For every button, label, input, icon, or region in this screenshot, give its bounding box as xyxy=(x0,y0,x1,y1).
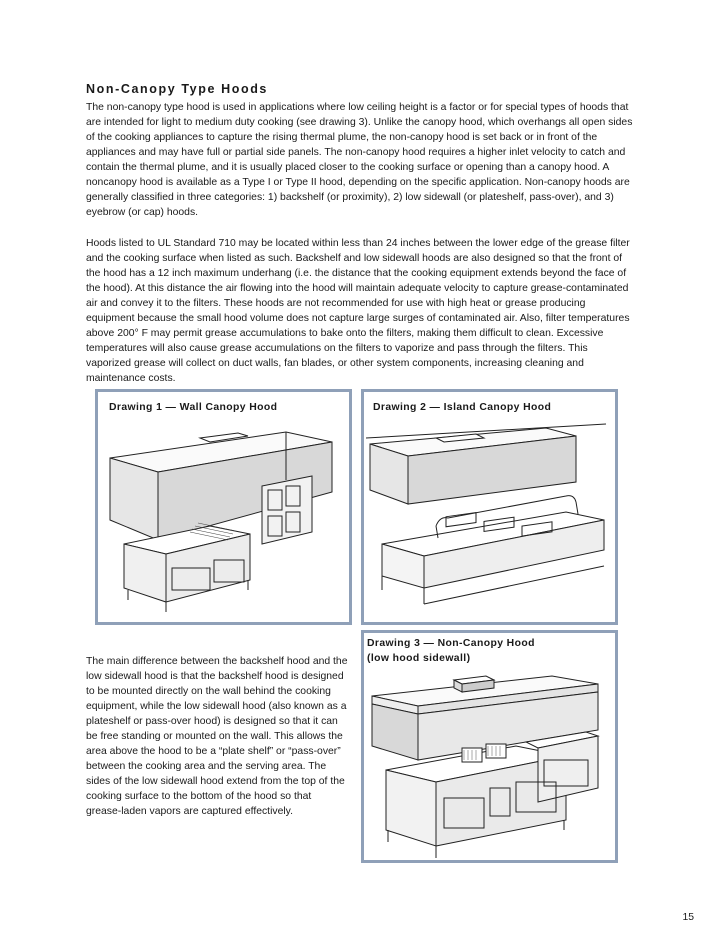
drawing3-caption xyxy=(367,636,535,666)
page-number: 15 xyxy=(682,912,694,923)
drawing3-caption-line1: Drawing 3 — Non-Canopy Hood xyxy=(367,638,535,649)
drawing1-caption: Drawing 1 — Wall Canopy Hood xyxy=(109,402,278,413)
island-canopy-hood-illustration xyxy=(366,420,613,618)
non-canopy-hood-illustration xyxy=(366,670,613,860)
section-heading: Non-Canopy Type Hoods xyxy=(86,82,268,96)
drawing3-caption-line2: (low hood sidewall) xyxy=(367,653,471,664)
paragraph-ul-standard: Hoods listed to UL Standard 710 may be located within less than 24 inches between the lower edge of the grease filter and the cooking surface when listed as such. Backshelf and low sidewall hoods are also designed so that the front of the hood has a 12 inch maximum underhang (i.e. the distance that the cooking equipment extends beyond the face of the hood). At this distance the air flowing into the hood will maintain adequate velocity to capture grease-contaminated air and convey it to the filters. These hoods are not recommended for use with high heat or grease producing equipment because the small hood volume does not capture large surges of contaminated air. Also, filter temperatures above 200° F may permit grease accumulations to bake onto the filters, making them difficult to clean. Excessive temperatures will also cause grease accumulations on the filters to vaporize and pass through the filters. This vaporized grease will collect on duct walls, fan blades, or other system components, increasing cleaning and maintenance costs. xyxy=(86,238,630,384)
side-text-backshelf-vs-sidewall: The main difference between the backshelf hood and the low sidewall hood is that the backshelf hood is designed to be mounted directly on the wall behind the cooking equipment, while the low sidewall hood (also known as a plateshelf or pass-over hood) is designed so that it can be free standing or mounted on the wall. This allows the area above the hood to be a “plate shelf” or “pass-over” between the cooking area and the serving area. The sides of the low sidewall hood extend from the top of the cooking surface to the bottom of the hood so that grease-laden vapors are captured effectively. xyxy=(86,656,348,817)
paragraph-intro: The non-canopy type hood is used in applications where low ceiling height is a factor or for special types of hoods that are intended for light to medium duty cooking (see drawing 3). Unlike the canopy hood, which overhangs all open sides of the cooking appliances to capture the rising thermal plume, the non-canopy hood is set back or in front of the appliances and may have full or partial side panels. The non-canopy hood requires a higher inlet velocity to catch and contain the thermal plume, and it is usually placed closer to the cooking surface or opening than a canopy hood. A noncanopy hood is available as a Type I or Type II hood, depending on the specific application. Non-canopy hoods are generally classified in three categories: 1) backshelf (or proximity), 2) low sidewall (or plateshelf, pass-over), and 3) eyebrow (or cap) hoods. xyxy=(86,102,633,218)
drawing2-caption: Drawing 2 — Island Canopy Hood xyxy=(373,402,552,413)
wall-canopy-hood-illustration xyxy=(100,420,347,618)
